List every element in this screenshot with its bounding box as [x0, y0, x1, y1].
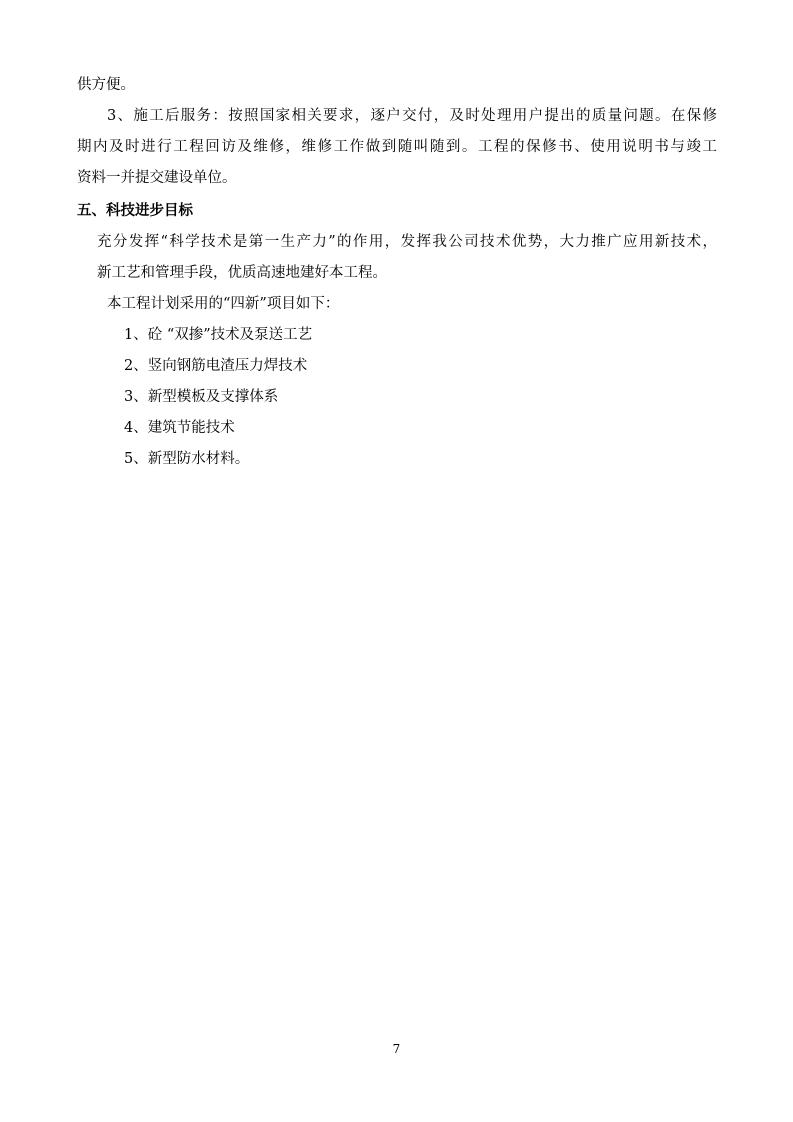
- list-item: 2、竖向钢筋电渣压力焊技术: [124, 358, 308, 374]
- paragraph-after-sales-line-3: 资料一并提交建设单位。: [77, 170, 237, 186]
- paragraph-continuation: 供方便。: [77, 77, 135, 93]
- page-number: 7: [392, 1042, 401, 1056]
- section-heading: 五、科技进步目标: [77, 203, 193, 219]
- paragraph-four-new-intro: 本工程计划采用的“四新”项目如下：: [107, 296, 340, 312]
- list-item: 1、砼 “双掺”技术及泵送工艺: [124, 327, 313, 343]
- list-item: 4、建筑节能技术: [124, 420, 235, 436]
- paragraph-tech-line-1: 充分发挥“科学技术是第一生产力”的作用，发挥我公司技术优势，大力推广应用新技术，: [97, 234, 717, 250]
- paragraph-after-sales-line-2: 期内及时进行工程回访及维修，维修工作做到随叫随到。工程的保修书、使用说明书与竣工: [77, 139, 717, 155]
- paragraph-after-sales-line-1: 3、施工后服务：按照国家相关要求，逐户交付，及时处理用户提出的质量问题。在保修: [107, 108, 717, 124]
- list-item: 3、新型模板及支撑体系: [124, 389, 279, 405]
- paragraph-tech-line-2: 新工艺和管理手段，优质高速地建好本工程。: [97, 265, 387, 281]
- list-item: 5、新型防水材料。: [124, 451, 250, 467]
